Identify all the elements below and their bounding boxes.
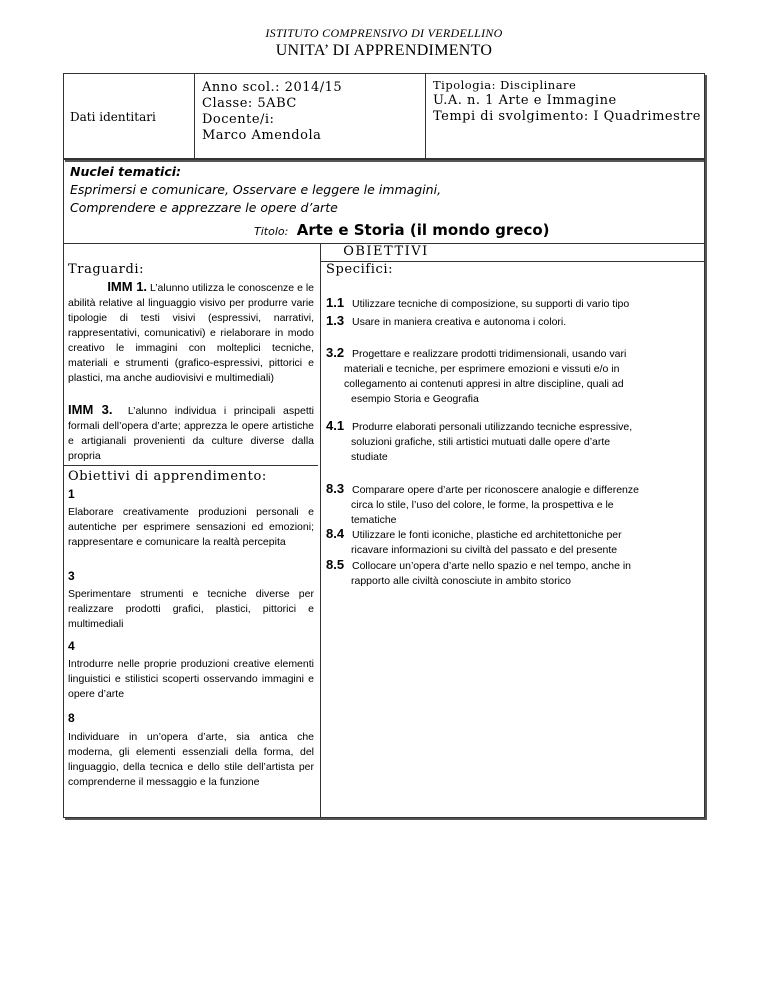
tipologia: Tipologia: Disciplinare	[433, 78, 577, 92]
specifico-text-line: tematiche	[351, 514, 397, 526]
specifico-text: Collocare un’opera d’arte nello spazio e nel tempo, anche in	[352, 560, 632, 572]
specifico-text: Utilizzare le fonti iconiche, plastiche ed architettoniche per	[352, 529, 622, 541]
apprendimento-num: 8	[68, 711, 75, 725]
identification-table	[63, 73, 705, 160]
dati-label: Dati identitari	[64, 74, 195, 159]
specifico-1-1	[326, 295, 696, 312]
specifico-text: Utilizzare tecniche di composizione, su supporti di vario tipo	[352, 298, 630, 310]
classe: Classe: 5ABC	[202, 96, 297, 111]
anno-scolastico: Anno scol.: 2014/15	[202, 80, 343, 95]
titolo	[254, 221, 550, 240]
specifico-text-line: materiali e tecniche, per esprimere emozioni e vissuti e/o in	[344, 363, 620, 375]
specifico-text: Comparare opere d’arte per riconoscere analogie e differenze	[352, 484, 639, 496]
divider	[64, 465, 318, 466]
apprendimento-item-8: Individuare in un’opera d’arte, sia antica che moderna, gli elementi essenziali della forma, del linguaggio, della tecnica e dello stile dell’artista per comprenderne il messaggio e la funzione	[68, 731, 314, 788]
column-divider	[320, 243, 321, 817]
apprendimento-num: 1	[68, 487, 75, 501]
titolo-value: Arte e Storia (il mondo greco)	[296, 221, 550, 239]
apprendimento-num: 3	[68, 569, 75, 583]
specifico-8-3	[326, 481, 696, 528]
apprendimento-label: Obiettivi di apprendimento:	[68, 469, 267, 484]
specifico-8-4	[326, 526, 696, 558]
docente-label: Docente/i:	[202, 112, 275, 127]
unit-info-cell	[426, 74, 704, 159]
docente-name: Marco Amendola	[202, 128, 322, 143]
specifico-text: Progettare e realizzare prodotti tridimensionali, usando vari	[352, 348, 627, 360]
specifico-text-line: studiate	[351, 451, 388, 463]
imm1-rest: abilità relative al linguaggio visivo per produrre varie tipologie di testi visivi (espressivi, narrativi, rappresentativi, comunicativi) e rielaborare in modo creativo le immagini con molteplici tecniche, materiali e strumenti (grafico-espressivi, pittorici e plastici, ma anche audiovisivi e multimediali)	[68, 297, 314, 384]
apprendimento-item-4: Introdurre nelle proprie produzioni creative elementi linguistici e stilistici scoperti osservando immagini e opere d’arte	[68, 658, 314, 700]
tempi-svolgimento: Tempi di svolgimento: I Quadrimestre	[433, 109, 701, 124]
specifico-text-line: esempio Storia e Geografia	[351, 393, 479, 405]
specifico-text-line: circa lo stile, l’uso del colore, le forme, la prospettiva e le	[351, 499, 614, 511]
specifico-num: 4.1	[326, 418, 345, 433]
obiettivi-heading: OBIETTIVI	[343, 244, 429, 259]
traguardi-label: Traguardi:	[68, 262, 145, 277]
imm1-code: IMM 1.	[107, 279, 148, 294]
specifico-num: 8.3	[326, 481, 345, 496]
objectives-table	[63, 158, 705, 818]
nuclei-label: Nuclei tematici:	[70, 164, 182, 179]
imm1-first: L’alunno utilizza le conoscenze e le	[149, 282, 314, 294]
specifico-text-line: rapporto alle civiltà conosciute in ambito storico	[351, 575, 572, 587]
specifico-num: 8.4	[326, 526, 345, 541]
specifico-num: 1.3	[326, 313, 345, 328]
specifico-3-2	[326, 345, 696, 407]
traguardo-imm1	[68, 279, 314, 386]
specifico-num: 1.1	[326, 295, 345, 310]
imm3-text: L’alunno individua i principali aspetti formali dell’opera d’arte; apprezza le opere artistiche e artigianali provenienti da culture diverse dalla propria	[68, 405, 314, 462]
specifico-text-line: ricavare informazioni su civiltà del passato e del presente	[351, 544, 618, 556]
unit-title: UNITA’ DI APPRENDIMENTO	[275, 42, 493, 59]
apprendimento-item-1: Elaborare creativamente produzioni personali e autentiche per esprimere sensazioni ed emozioni; rappresentare e comunicare la realtà percepita	[68, 506, 314, 548]
specifico-text-line: collegamento ai contenuti appresi in altre discipline, quali ad	[344, 378, 624, 390]
imm3-code: IMM 3.	[68, 402, 113, 417]
specifico-1-3	[326, 313, 696, 330]
specifico-4-1	[326, 418, 696, 465]
specifico-8-5	[326, 557, 696, 589]
apprendimento-item-3: Sperimentare strumenti e tecniche diverse per realizzare prodotti grafici, plastici, pittorici e multimediali	[68, 588, 314, 630]
specifico-num: 3.2	[326, 345, 345, 360]
unit-number: U.A. n. 1 Arte e Immagine	[433, 93, 617, 108]
specifici-label: Specifici:	[326, 262, 394, 277]
class-info-cell	[195, 74, 426, 159]
apprendimento-num: 4	[68, 639, 75, 653]
titolo-label: Titolo:	[254, 225, 289, 238]
specifico-text-line: soluzioni grafiche, stili artistici mutuati dalle opere d’arte	[351, 436, 611, 448]
specifico-num: 8.5	[326, 557, 345, 572]
nuclei-line-1: Esprimersi e comunicare, Osservare e leggere le immagini,	[70, 182, 442, 197]
specifico-text: Produrre elaborati personali utilizzando tecniche espressive,	[352, 421, 633, 433]
nuclei-line-2: Comprendere e apprezzare le opere d’arte	[70, 200, 338, 215]
traguardo-imm3	[68, 402, 314, 464]
school-name: ISTITUTO COMPRENSIVO DI VERDELLINO	[265, 26, 503, 40]
specifico-text: Usare in maniera creativa e autonoma i colori.	[352, 316, 567, 328]
